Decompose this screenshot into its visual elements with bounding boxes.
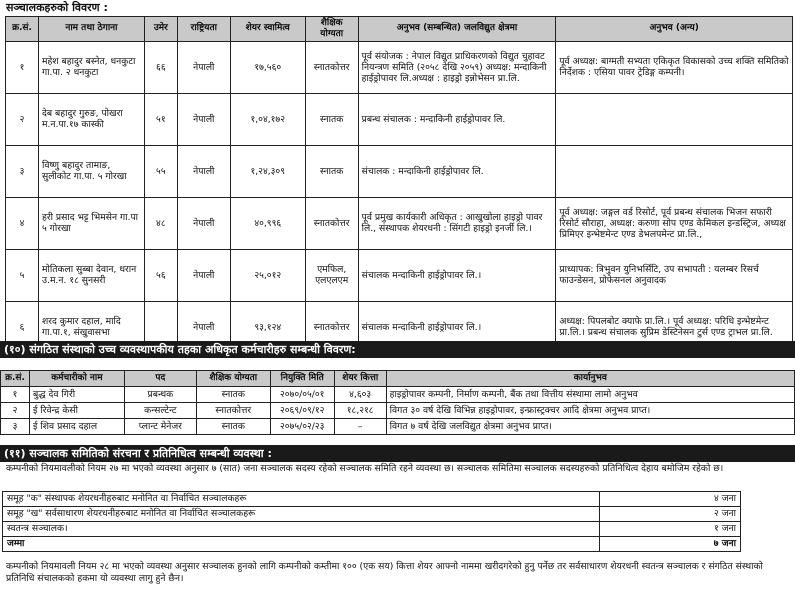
table-row — [1, 403, 795, 419]
shares-cell: २५,०१२ — [230, 249, 305, 301]
experience-cell: संचालक मन्दाकिनी हाईड्रोपावर लि.। — [358, 301, 556, 353]
age-cell: ४८ — [144, 197, 177, 249]
age-cell: ५५ — [144, 145, 177, 197]
experience-cell: पूर्व संयोजक : नेपाल विद्युत प्राधिकरणको विद्युत चुहावट नियन्त्रण समिति (२०५८ देखि २०५९) अध्यक्ष: मन्दाकिनी हाईड्रोपावर लि.अध्यक्ष : हाइड्रो इन्नोभेसन प्रा.लि. — [358, 41, 556, 93]
group-count-cell: १ जना — [600, 522, 741, 537]
sn-cell: ३ — [1, 419, 30, 435]
header-cell: उमेर — [144, 17, 177, 42]
appointment-date-cell: २०७५/०२/२३ — [270, 419, 334, 435]
directors-table — [5, 16, 793, 354]
name-cell: शरद कुमार दहाल, मादि गा.पा.१, संखुवासभा — [38, 301, 144, 353]
header-cell: शेयर स्वामित्व — [230, 17, 305, 42]
header-cell: अनुभव (अन्य) — [556, 17, 793, 42]
group-label-cell: समूह "ख" सर्वसाधारण शेयरधनीहरुबाट मनोनित वा निर्वाचित सञ्चालकहरू — [3, 507, 600, 522]
name-cell: विष्णु बहादुर तामाङ, सुलीकोट गा.पा. ५ गोरखा — [38, 145, 144, 197]
officers-header-row — [1, 371, 795, 387]
directors-header-row — [6, 17, 793, 42]
sn-cell: ५ — [6, 249, 39, 301]
education-cell: स्नातक — [305, 93, 358, 145]
name-cell: ई रिवेन्द्र केसी — [29, 403, 124, 419]
group-count-cell: २ जना — [600, 507, 741, 522]
section1-title: सञ्चालकहरुको विवरण : — [6, 1, 108, 14]
nationality-cell: नेपाली — [177, 41, 230, 93]
header-cell: क्र.सं. — [1, 371, 30, 387]
name-cell: हरी प्रसाद भट्ट भिमसेन गा.पा ५ गोरखा — [38, 197, 144, 249]
name-cell: देब बहादुर गुरुङ, पोखरा म.न.पा.१७ कास्की — [38, 93, 144, 145]
header-cell: कर्मचारीको नाम — [29, 371, 124, 387]
total-label-cell: जम्मा — [3, 537, 600, 552]
shares-cell: १,०४,१७२ — [230, 93, 305, 145]
section3-title: (११) सञ्चालक समितिको संरचना र प्रतिनिधित्व सम्बन्धी व्यवस्था : — [0, 445, 795, 462]
experience-cell: संचालक : मन्दाकिनी हाईड्रोपावर लि. — [358, 145, 556, 197]
sn-cell: ४ — [6, 197, 39, 249]
education-cell: स्नातकोत्तर — [305, 301, 358, 353]
experience-cell: प्रबन्ध संचालक : मन्दाकिनी हाईड्रोपावर लि. — [358, 93, 556, 145]
sn-cell: ३ — [6, 145, 39, 197]
experience-cell: विगत ७ वर्ष देखि जलविद्युत क्षेत्रमा अनुभव प्राप्त। — [386, 419, 794, 435]
name-cell: ई शिव प्रसाद दहाल — [29, 419, 124, 435]
shares-cell: १८,२१८ — [334, 403, 386, 419]
name-cell: बुद्ध देव गिरी — [29, 387, 124, 403]
table-row — [1, 419, 795, 435]
table-row — [1, 387, 795, 403]
shares-cell: १,२४,३०९ — [230, 145, 305, 197]
experience-cell: हाइड्रोपावर कम्पनी, निर्माण कम्पनी, बैंक तथा वित्तीय संस्थामा लामो अनुभव — [386, 387, 794, 403]
age-cell: ६६ — [144, 41, 177, 93]
nationality-cell: नेपाली — [177, 249, 230, 301]
group-label-cell: स्वतन्त्र सञ्चालक। — [3, 522, 600, 537]
nationality-cell: नेपाली — [177, 145, 230, 197]
sn-cell: १ — [1, 387, 30, 403]
experience-cell: पूर्व प्रमुख कार्यकारी अधिकृत : आखुखोला हाइड्रो पावर लि., संस्थापक शेयरधनी : सिंगटी हाइड्रो इनर्जी लि.। — [358, 197, 556, 249]
other-experience-cell: अध्यक्ष: पिपलबोट क्याफे प्रा.लि.। पूर्व अध्यक्ष: परिधि इन्भेष्टमेन्ट प्रा.लि.। प्रबन्ध संचालक सुप्रिम डेस्टिनेसन टुर्स एण्ड ट्राभल प्रा.लि. — [556, 301, 793, 353]
other-experience-cell — [556, 145, 793, 197]
sn-cell: १ — [6, 41, 39, 93]
header-cell: शैक्षिक योग्यता — [305, 17, 358, 42]
sn-cell: २ — [1, 403, 30, 419]
name-cell: मोतिकला सुब्बा देवान, धरान उ.म.न. १८ सुनसरी — [38, 249, 144, 301]
table-row — [3, 492, 741, 507]
nationality-cell: नेपाली — [177, 197, 230, 249]
post-cell: कन्सल्टेन्ट — [124, 403, 196, 419]
director-eligibility-note: कम्पनीको नियमावली नियम २८ मा भएको व्यवस्था अनुसार सञ्चालक हुनको लागि कम्पनीको कम्तीमा १०० (एक सय) कित्ता शेयर आफ्नो नाममा खरीदगरेको हुनु पर्नेछ तर सर्वसाधारण शेयरधनी स्वतन्त्र सञ्चालक र संगठित संस्थाको प्रतिनिधि संचालकको हकमा यो व्यवस्था लागु हुने छैन। — [6, 561, 763, 584]
section2-title: (१०) संगठित संस्थाको उच्च व्यवस्थापकीय तहका अधिकृत कर्मचारीहरु सम्बन्धी विवरण: — [0, 341, 795, 358]
table-row — [6, 197, 793, 249]
post-cell: प्रबन्धक — [124, 387, 196, 403]
post-cell: प्लान्ट मेनेजर — [124, 419, 196, 435]
other-experience-cell: पूर्व अध्यक्ष: जङ्गल वर्ड रिसोर्ट, पूर्व प्रबन्ध संचालक भिजन सफारी रिसोर्ट सौराहा, अध्यक्ष: करुणा सोप एण्ड केमिकल इन्डस्ट्रिज, अध्यक्ष प्रिमिएर इन्भेष्टमेन्ट एण्ड डेभलपमेन्ट प्रा.लि., — [556, 197, 793, 249]
group-count-cell: ४ जना — [600, 492, 741, 507]
table-row — [6, 145, 793, 197]
shares-cell: १७,५६० — [230, 41, 305, 93]
header-cell: कार्यानुभव — [386, 371, 794, 387]
shares-cell: ४०,९९६ — [230, 197, 305, 249]
name-cell: महेश बहादुर बस्नेत, धनकुटा गा.पा. २ धनकुटा — [38, 41, 144, 93]
sn-cell: २ — [6, 93, 39, 145]
table-row — [6, 93, 793, 145]
shares-cell: – — [334, 419, 386, 435]
age-cell: ५६ — [144, 249, 177, 301]
education-cell: एमफिल, एलएलएम — [305, 249, 358, 301]
experience-cell: संचालक मन्दाकिनी हाईड्रोपावर लि.। — [358, 249, 556, 301]
age-cell: ५१ — [144, 93, 177, 145]
board-composition-table — [2, 491, 741, 552]
education-cell: स्नातकोत्तर — [305, 41, 358, 93]
table-row — [6, 249, 793, 301]
total-count-cell: ७ जना — [600, 537, 741, 552]
shares-cell: ४,६०३ — [334, 387, 386, 403]
header-cell: क्र.सं. — [6, 17, 39, 42]
header-cell: राष्ट्रियता — [177, 17, 230, 42]
total-row — [3, 537, 741, 552]
table-row — [3, 507, 741, 522]
education-cell: स्नातकोत्तर — [196, 403, 270, 419]
education-cell: स्नातक — [305, 145, 358, 197]
header-cell: अनुभव (सम्बन्धित) जलविद्युत क्षेत्रमा — [358, 17, 556, 42]
header-cell: शैक्षिक योग्यता — [196, 371, 270, 387]
table-row — [3, 522, 741, 537]
shares-cell: ९३,१२४ — [230, 301, 305, 353]
other-experience-cell: पूर्व अध्यक्ष: बाग्मती सभ्यता एकिकृत विकासको उच्च शक्ति समितिको निर्देशक : एसिया पावर ट्रेडिङ्ग कम्पनी। — [556, 41, 793, 93]
header-cell: शेयर कित्ता — [334, 371, 386, 387]
sn-cell: ६ — [6, 301, 39, 353]
nationality-cell: नेपाली — [177, 93, 230, 145]
other-experience-cell: प्राध्यापक: त्रिभुवन युनिभर्सिटि, उप सभापती : यलम्बर रिसर्च फाउन्डेसन, प्रोफेसनल अनुवादक — [556, 249, 793, 301]
header-cell: नाम तथा ठेगाना — [38, 17, 144, 42]
table-row — [6, 41, 793, 93]
header-cell: पद — [124, 371, 196, 387]
education-cell: स्नातक — [196, 387, 270, 403]
board-structure-intro: कम्पनीको नियमावलीको नियम २७ मा भएको व्यवस्था अनुसार ७ (सात) जना सञ्चालक सदस्य रहेको सञ्चालक समिति रहने व्यवस्था छ। सञ्चालक समितिमा सञ्चालक सदस्यहरुको प्रतिनिधित्व देहाय बमोजिम रहेको छ। — [6, 463, 724, 474]
nationality-cell: नेपाली — [177, 301, 230, 353]
appointment-date-cell: २०६९/०९/१२ — [270, 403, 334, 419]
officers-table — [0, 370, 795, 435]
education-cell: स्नातक — [196, 419, 270, 435]
experience-cell: विगत ३० वर्ष देखि विभिन्न हाइड्रोपावर, इन्फ्रास्ट्रक्चर आदि क्षेत्रमा अनुभव प्राप्त। — [386, 403, 794, 419]
other-experience-cell — [556, 93, 793, 145]
education-cell: स्नातकोत्तर — [305, 197, 358, 249]
header-cell: नियुक्ति मिति — [270, 371, 334, 387]
group-label-cell: समूह "क" संस्थापक शेयरधनीहरुबाट मनोनित वा निर्वाचित सञ्चालकहरू — [3, 492, 600, 507]
appointment-date-cell: २०७०/०५/०१ — [270, 387, 334, 403]
